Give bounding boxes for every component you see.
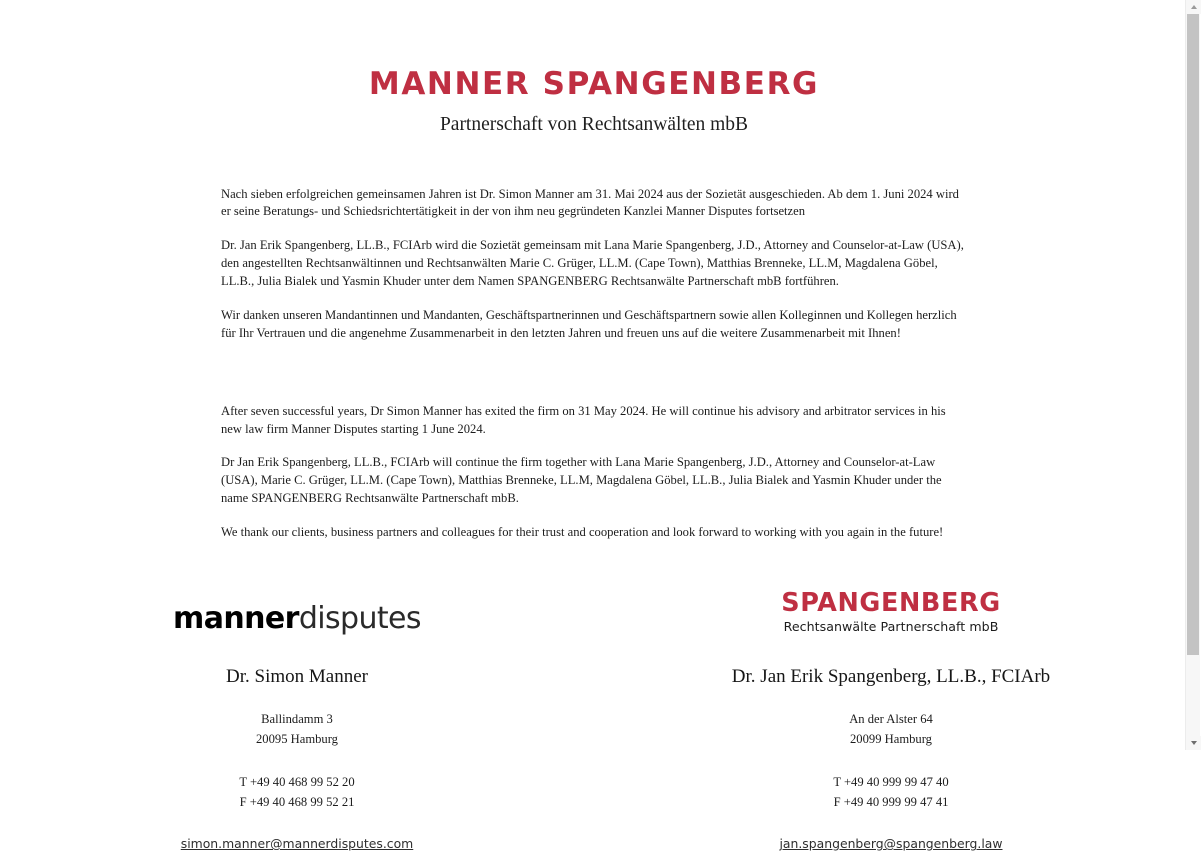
contact-address-spangenberg bbox=[614, 710, 1168, 750]
announcement-body bbox=[221, 138, 967, 542]
manner-disputes-logo bbox=[20, 586, 574, 634]
contact-fax-spangenberg: F +49 40 999 99 47 41 bbox=[833, 795, 949, 810]
contact-phone-spangenberg: T +49 40 999 99 47 40 bbox=[833, 775, 949, 790]
contact-email-link-manner[interactable]: simon.manner@mannerdisputes.com bbox=[180, 836, 414, 852]
manner-disputes-wordmark-light: disputes bbox=[298, 600, 421, 636]
scroll-up-arrow-icon[interactable] bbox=[1186, 0, 1201, 14]
contact-email-link-spangenberg[interactable]: jan.spangenberg@spangenberg.law bbox=[779, 836, 1003, 852]
spangenberg-wordmark-main: SPANGENBERG bbox=[781, 588, 1001, 619]
manner-disputes-wordmark bbox=[173, 600, 421, 636]
spangenberg-logo bbox=[614, 586, 1168, 634]
page-subtitle: Partnerschaft von Rechtsanwälten mbB bbox=[439, 114, 749, 136]
contact-phones-manner bbox=[20, 773, 574, 813]
address-city-spangenberg: 20099 Hamburg bbox=[850, 731, 932, 746]
german-announcement bbox=[221, 186, 967, 343]
english-paragraph-2: Dr Jan Erik Spangenberg, LL.B., FCIArb will continue the firm together with Lana Marie Spangenberg, J.D., Attorney and Counselor-at-Law (USA), Marie C. Grüger, LL.M. (Cape Town), Matthias Brenneke, LL.M, Magdalena Göbel, LL.B., Julia Bialek and Yasmin Khuder under the name SPANGENBERG Rechtsanwälte Partnerschaft mbB. bbox=[221, 455, 942, 506]
scroll-down-arrow-icon[interactable] bbox=[1186, 736, 1201, 750]
spangenberg-wordmark-sub: Rechtsanwälte Partnerschaft mbB bbox=[783, 618, 999, 634]
contact-fax-manner: F +49 40 468 99 52 21 bbox=[239, 795, 355, 810]
contact-phones-spangenberg bbox=[614, 773, 1168, 813]
english-announcement bbox=[221, 403, 967, 542]
contact-block-manner-disputes bbox=[0, 586, 594, 853]
spangenberg-wordmark bbox=[781, 590, 1001, 634]
german-paragraph-1: Nach sieben erfolgreichen gemeinsamen Jahren ist Dr. Simon Manner am 31. Mai 2024 aus der Sozietät ausgeschieden. Ab dem 1. Juni 2024 wird er seine Beratungs- und Schiedsrichtertätigkeit in der von ihm neu gegründeten Kanzlei Manner Disputes fortsetzen bbox=[221, 186, 959, 219]
contact-name-spangenberg: Dr. Jan Erik Spangenberg, LL.B., FCIArb bbox=[731, 665, 1051, 687]
address-city-manner: 20095 Hamburg bbox=[256, 731, 338, 746]
contact-block-spangenberg bbox=[594, 586, 1188, 853]
language-separator bbox=[221, 359, 967, 403]
page-title: MANNER SPANGENBERG bbox=[368, 66, 820, 102]
manner-disputes-wordmark-bold: manner bbox=[173, 600, 299, 636]
german-paragraph-3: Wir danken unseren Mandantinnen und Mandanten, Geschäftspartnerinnen und Geschäftspartnern sowie allen Kolleginnen und Kollegen herzlich für Ihr Vertrauen und die angenehme Zusammenarbeit in den letzten Jahren und freuen uns auf die weitere Zusammenarbeit mit Ihnen! bbox=[221, 307, 957, 340]
scrollbar-thumb[interactable] bbox=[1187, 14, 1199, 655]
contact-name-manner: Dr. Simon Manner bbox=[226, 665, 368, 687]
contact-address-manner bbox=[20, 710, 574, 750]
address-street-manner: Ballindamm 3 bbox=[261, 711, 333, 726]
contact-phone-manner: T +49 40 468 99 52 20 bbox=[239, 775, 355, 790]
address-street-spangenberg: An der Alster 64 bbox=[849, 711, 933, 726]
triangle-up-icon bbox=[1191, 5, 1197, 9]
english-paragraph-3: We thank our clients, business partners and colleagues for their trust and cooperation and look forward to working with you again in the future! bbox=[221, 525, 944, 540]
german-paragraph-2: Dr. Jan Erik Spangenberg, LL.B., FCIArb wird die Sozietät gemeinsam mit Lana Marie Spangenberg, J.D., Attorney and Counselor-at-Law (USA), den angestellten Rechtsanwältinnen und Rechtsanwälten Marie C. Grüger, LL.M. (Cape Town), Matthias Brenneke, LL.M, Magdalena Göbel, LL.B., Julia Bialek und Yasmin Khuder unter dem Namen SPANGENBERG Rechtsanwälte Partnerschaft mbB fortführen. bbox=[221, 238, 964, 289]
vertical-scrollbar[interactable] bbox=[1185, 0, 1200, 750]
english-paragraph-1: After seven successful years, Dr Simon Manner has exited the firm on 31 May 2024. He will continue his advisory and arbitrator services in his new law firm Manner Disputes starting 1 June 2024. bbox=[221, 403, 946, 436]
masthead bbox=[0, 0, 1188, 138]
triangle-down-icon bbox=[1191, 741, 1197, 745]
contact-columns bbox=[0, 542, 1188, 853]
